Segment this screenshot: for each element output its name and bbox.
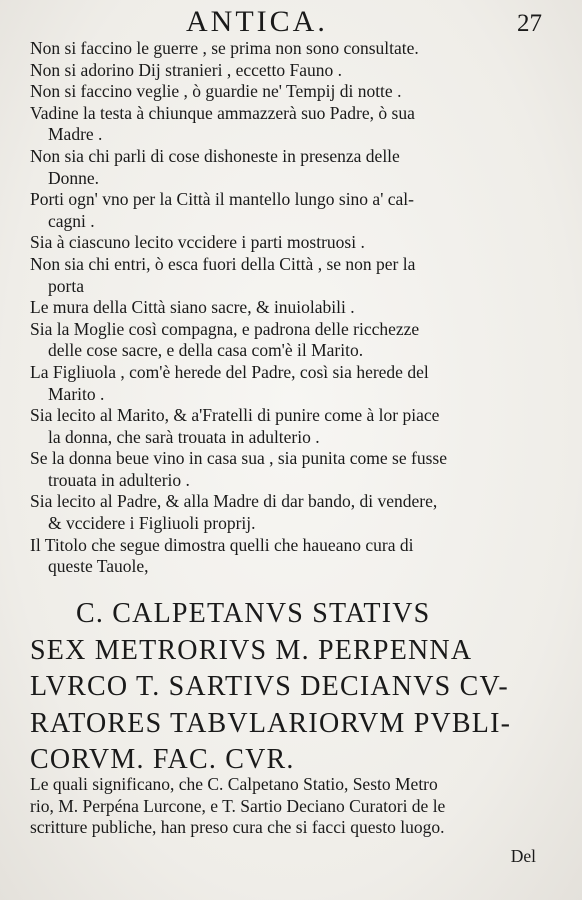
- law-continuation: trouata in adulterio .: [48, 469, 190, 490]
- law-continuation: Marito .: [48, 383, 105, 404]
- law-text: Se la donna beue vino in casa sua , sia punita come se fusse: [30, 448, 447, 469]
- law-continuation: queste Tauole,: [48, 556, 149, 577]
- law-entry: [30, 362, 566, 405]
- inscription-line: CORVM. FAC. CVR.: [30, 744, 295, 775]
- law-continuation: & vccidere i Figliuoli proprij.: [48, 513, 256, 534]
- law-entry: [30, 319, 566, 362]
- explanation-line: rio, M. Perpéna Lurcone, e T. Sartio Deciano Curatori de le: [30, 795, 446, 816]
- law-text: Porti ogn' vno per la Città il mantello lungo sino a' cal-: [30, 189, 414, 210]
- law-text: Non sia chi entri, ò esca fuori della Città , se non per la: [30, 253, 416, 274]
- running-head: [0, 4, 582, 38]
- inscription-line: RATORES TABVLARIORVM PVBLI-: [30, 707, 512, 739]
- running-title: ANTICA.: [186, 5, 328, 38]
- law-entry: [30, 38, 566, 60]
- law-entry: [30, 189, 566, 232]
- explanation-line: scritture publiche, han preso cura che si facci questo luogo.: [30, 817, 445, 838]
- law-entry: [30, 297, 566, 319]
- law-entry: [30, 405, 566, 448]
- law-entry: [30, 448, 566, 491]
- inscription-line: SEX METRORIVS M. PERPENNA: [30, 634, 473, 666]
- law-entry: [30, 491, 566, 534]
- law-continuation: Donne.: [48, 167, 100, 188]
- law-text: Non si faccino veglie , ò guardie ne' Tempij di notte .: [30, 81, 402, 102]
- law-continuation: delle cose sacre, e della casa com'è il Marito.: [48, 340, 364, 361]
- law-text: Non si faccino le guerre , se prima non sono consultate.: [30, 38, 419, 58]
- law-entry: [30, 535, 566, 578]
- law-continuation: la donna, che sarà trouata in adulterio .: [48, 426, 320, 447]
- law-text: Il Titolo che segue dimostra quelli che haueano cura di: [30, 534, 414, 555]
- laws-list: [30, 38, 566, 578]
- inscription-line: C. CALPETANVS STATIVS: [76, 598, 431, 629]
- law-text: Le mura della Città siano sacre, & inuiolabili .: [30, 297, 355, 318]
- law-entry: [30, 254, 566, 297]
- law-text: Non si adorino Dij stranieri , eccetto Fauno .: [30, 59, 343, 80]
- law-text: Sia la Moglie così compagna, e padrona delle ricchezze: [30, 318, 420, 339]
- catchword: Del: [510, 846, 536, 866]
- law-text: Sia lecito al Marito, & a'Fratelli di punire come à lor piace: [30, 405, 440, 426]
- law-entry: [30, 60, 566, 82]
- law-text: Vadine la testa à chiunque ammazzerà suo Padre, ò sua: [30, 102, 415, 123]
- law-entry: [30, 232, 566, 254]
- law-continuation: Madre .: [48, 124, 103, 145]
- law-text: Sia lecito al Padre, & alla Madre di dar bando, di vendere,: [30, 491, 438, 512]
- law-continuation: cagni .: [48, 210, 95, 231]
- explanation-line: Le quali significano, che C. Calpetano Statio, Sesto Metro: [30, 774, 438, 794]
- law-text: Non sia chi parli di cose dishoneste in presenza delle: [30, 145, 400, 166]
- law-entry: [30, 81, 566, 103]
- inscription-line: LVRCO T. SARTIVS DECIANVS CV-: [30, 671, 509, 702]
- law-text: Sia à ciascuno lecito vccidere i parti mostruosi .: [30, 232, 365, 253]
- law-entry: [30, 103, 566, 146]
- latin-inscription: [30, 596, 570, 779]
- law-entry: [30, 146, 566, 189]
- page-number: 27: [517, 10, 542, 37]
- law-continuation: porta: [48, 275, 84, 296]
- law-text: La Figliuola , com'è herede del Padre, così sia herede del: [30, 361, 429, 382]
- explanation-paragraph: [30, 774, 566, 839]
